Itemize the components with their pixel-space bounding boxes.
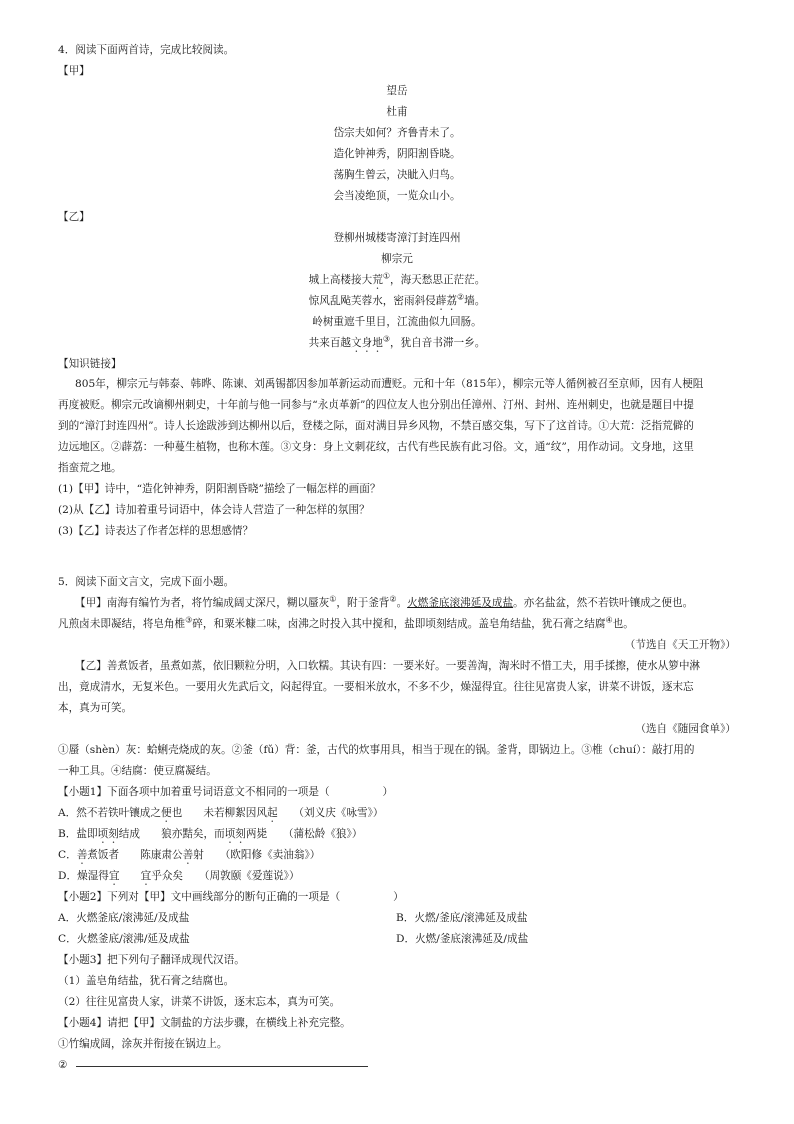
- answer-blank-line[interactable]: [76, 1066, 368, 1067]
- subq4-stem: 【小题4】请把【甲】文制盐的方法步骤，在横线上补充完整。: [58, 1017, 351, 1029]
- emphasis-word: 文身地: [351, 337, 383, 349]
- knowledge-line: 再度被贬。柳宗元改谪柳州刺史，十年前与他一同参与“永贞革新”的四位友人也分别出任漳州、汀州、封州、连州刺史，也就是题目中提: [58, 399, 694, 411]
- poem2-line: 共来百越文身地③，犹自音书滞一乡。: [308, 334, 486, 349]
- emphasis-word: 薜荔: [435, 295, 457, 307]
- yi-text-line: 【乙】善煮饭者，虽煮如蒸，依旧颗粒分明，入口软糯。其诀有四：一要米好。一要善淘，淘米时不惜工夫，用手揉擦，使水从箩中淋: [75, 660, 701, 672]
- footnote-mark: ④: [605, 615, 613, 625]
- footnote-mark: ③: [382, 334, 390, 344]
- knowledge-line: 805年，柳宗元与韩泰、韩晔、陈谏、刘禹锡都因参加革新运动而遭贬。元和十年（815年），柳宗元等人循例被召至京师，因有人梗阻: [75, 378, 704, 390]
- poem2-line: 岭树重遮千里目，江流曲似九回肠。: [312, 316, 482, 328]
- subq1-option-a: A．然不若铁叶镶成之便也 未若柳絮因风起 （刘义庆《咏雪》）: [58, 807, 384, 819]
- subq3-item: （2）往往见富贵人家，讲菜不讲饭，逐末忘本，真为可笑。: [58, 996, 341, 1008]
- subq2-stem: 【小题2】下列对【甲】文中画线部分的断句正确的一项是（ ）: [58, 891, 404, 903]
- knowledge-line: 指蛮荒之地。: [58, 462, 122, 474]
- jia-text-line: 【甲】南海有编竹为者，将竹编成阔丈深尺，糊以蜃灰①，附于釜背②。火燃釜底滚沸延及成盐。亦名盐盆，然不若铁叶镶成之便也。: [75, 594, 694, 609]
- subq1-option-c: C．善煮饭者 陈康肃公善射 （欧阳修《卖油翁》）: [58, 849, 321, 861]
- footnote-mark: ②: [456, 292, 465, 302]
- poem2-line: 惊风乱飐芙蓉水，密雨斜侵薜荔②墙。: [308, 292, 486, 307]
- footnote-mark: ①: [329, 594, 337, 604]
- q4-question: (3)【乙】诗表达了作者怎样的思想感情？: [58, 525, 254, 537]
- jia-text-line: 凡煎卤未即凝结，将皂角椎③碎，和粟米糠二味，卤沸之时投入其中搅和，盐即顷刻结成。盖皂角结盐，犹石膏之结腐④也。: [58, 615, 634, 630]
- knowledge-line: 到的“漳汀封连四州”。诗人长途跋涉到达柳州以后，登楼之际，面对满目异乡风物，不禁百感交集，写下了这首诗。①大荒：泛指荒僻的: [58, 420, 694, 432]
- knowledge-line: 边远地区。②薜荔：一种蔓生植物，也称木莲。③文身：身上文刺花纹，古代有些民族有此习俗。文，通“纹”，用作动词。文身地，这里: [58, 441, 694, 453]
- q4-question: (1)【甲】诗中，“造化钟神秀，阴阳割昏晓”描绘了一幅怎样的画面？: [58, 483, 381, 495]
- subq3-stem: 【小题3】把下列句子翻译成现代汉语。: [58, 954, 245, 966]
- jia-source: （节选自《天工开物》）: [624, 639, 736, 651]
- subq4-step: ①竹编成阔，涂灰并衔接在锅边上。: [58, 1038, 228, 1050]
- subq1-option-b: B．盐即顷刻结成 狼亦黠矣，而顷刻两毙 （蒲松龄《狼》）: [58, 828, 363, 840]
- note-line: 一种工具。④结腐：使豆腐凝结。: [58, 765, 217, 777]
- q5-prompt: 5．阅读下面文言文，完成下面小题。: [58, 576, 235, 588]
- subq1-stem: 【小题1】下面各项中加着重号词语意文不相同的一项是（ ）: [58, 786, 394, 798]
- poem1-title: 望岳: [386, 85, 408, 97]
- poem2-author: 柳宗元: [381, 253, 413, 265]
- subq3-item: （1）盖皂角结盐，犹石膏之结腐也。: [58, 975, 235, 987]
- footnote-mark: ③: [185, 615, 193, 625]
- underlined-passage: 火燃釜底滚沸延及成盐: [407, 597, 514, 609]
- poem1-author: 杜甫: [386, 106, 408, 118]
- poem1-line: 造化钟神秀，阴阳割昏晓。: [333, 148, 461, 160]
- subq1-option-d: D．燥湿得宜 宜乎众矣 （周敦颐《爱莲说》）: [58, 870, 300, 882]
- emphasis-word: 荒: [372, 274, 383, 286]
- yi-source: （选自《随园食单》）: [635, 723, 736, 735]
- q4-prompt: 4．阅读下面两首诗，完成比较阅读。: [58, 44, 235, 56]
- note-line: ①蜃（shèn）灰：蛤蜊壳烧成的灰。②釜（fǔ）背：釜，古代的炊事用具，相当于现在的锅。釜背，即锅边上。③椎（chuí）：敲打用的: [58, 744, 695, 756]
- footnote-mark: ①: [382, 271, 390, 281]
- subq4-step: ②: [58, 1059, 68, 1071]
- knowledge-label: 【知识链接】: [58, 358, 122, 370]
- subq2-option-a: A．火燃釜底/滚沸延/及成盐: [58, 912, 190, 924]
- subq2-option-c: C．火燃釜底/滚沸/延及成盐: [58, 933, 190, 945]
- subq2-option-b: B．火燃/釜底/滚沸延及成盐: [396, 912, 528, 924]
- footnote-mark: ②: [389, 594, 397, 604]
- poem1-line: 荡胸生曾云，决眦入归鸟。: [333, 169, 461, 181]
- subq2-option-d: D．火燃/釜底滚沸延及/成盐: [396, 933, 529, 945]
- poem2-line: 城上高楼接大荒①，海天愁思正茫茫。: [308, 271, 486, 286]
- yi-text-line: 本，真为可笑。: [58, 702, 133, 714]
- q4-jia-label: 【甲】: [58, 65, 90, 77]
- q4-yi-label: 【乙】: [58, 211, 90, 223]
- poem2-title: 登柳州城楼寄漳汀封连四州: [333, 232, 461, 244]
- q4-question: (2)从【乙】诗加着重号词语中，体会诗人营造了一种怎样的氛围？: [58, 504, 370, 516]
- yi-text-line: 出，竟成清水，无复米色。一要用火先武后文，闷起得宜。一要相米放水，不多不少，燥湿得宜。往往见富贵人家，讲菜不讲饭，逐末忘: [58, 681, 694, 693]
- poem1-line: 会当凌绝顶，一览众山小。: [333, 190, 461, 202]
- poem1-line: 岱宗夫如何？齐鲁青未了。: [333, 127, 461, 139]
